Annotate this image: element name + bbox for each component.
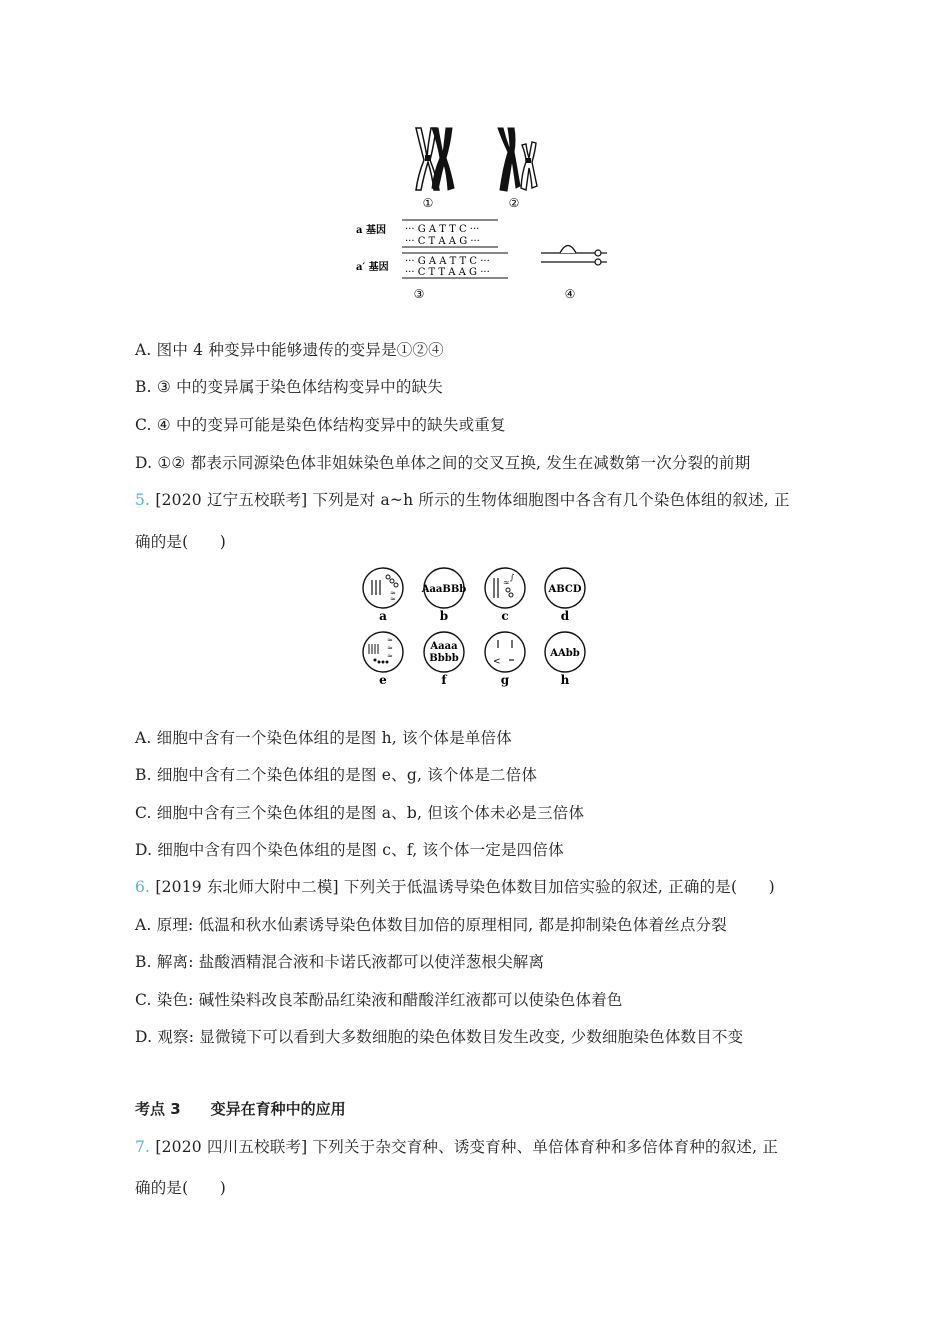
cell-b <box>421 568 467 608</box>
svg-text:≈: ≈ <box>390 589 396 597</box>
cell-h <box>545 632 585 672</box>
gene-a-prime-label: a′ 基因 <box>356 262 389 273</box>
q5-number: 5. <box>135 491 151 509</box>
cell-c <box>485 568 525 608</box>
cell-diagrams <box>0 560 950 690</box>
q6-text: [2019 东北师大附中二模] 下列关于低温诱导染色体数目加倍实验的叙述, 正确的是( ) <box>150 878 775 896</box>
cell-b-label: b <box>439 609 449 623</box>
q5-option-c: C. 细胞中含有三个染色体组的是图 a、b, 但该个体未必是三倍体 <box>135 804 585 822</box>
section-label: 考点 3 <box>135 1100 181 1118</box>
section-title: 变异在育种中的应用 <box>210 1100 346 1118</box>
svg-text:≈: ≈ <box>387 652 393 660</box>
q4-option-c: C. ④ 中的变异可能是染色体结构变异中的缺失或重复 <box>135 416 506 434</box>
q5-option-d: D. 细胞中含有四个染色体组的是图 c、f, 该个体一定是四倍体 <box>135 841 564 859</box>
cell-d-content: ABCD <box>548 584 582 595</box>
cell-f <box>424 632 464 672</box>
section-heading <box>135 1098 346 1119</box>
q7-text-line1: [2020 四川五校联考] 下列关于杂交育种、诱变育种、单倍体育种和多倍体育种的叙述, 正 <box>150 1138 779 1156</box>
q5-option-a: A. 细胞中含有一个染色体组的是图 h, 该个体是单倍体 <box>135 729 512 747</box>
q7-stem-line2: 确的是( ) <box>135 1179 226 1197</box>
cell-a <box>363 568 403 608</box>
q6-number: 6. <box>135 878 151 896</box>
svg-text:<: < <box>493 657 501 667</box>
figure-label-4: ④ <box>564 287 576 301</box>
q5-stem-line2: 确的是( ) <box>135 533 226 551</box>
cell-a-label: a <box>379 609 387 623</box>
figure-label-1: ① <box>422 196 434 210</box>
q6-option-d: D. 观察: 显微镜下可以看到大多数细胞的染色体数目发生改变, 少数细胞染色体数目不变 <box>135 1028 744 1046</box>
cell-h-label: h <box>560 673 570 687</box>
svg-text:≈: ≈ <box>387 636 393 644</box>
cell-b-content: AaaBBb <box>421 584 467 595</box>
q5-text-line1: [2020 辽宁五校联考] 下列是对 a~h 所示的生物体细胞图中各含有几个染色体组的叙述, 正 <box>150 491 790 509</box>
seq-a-prime-bottom: ··· C T T A A G ··· <box>405 267 490 278</box>
cell-c-label: c <box>501 609 509 623</box>
q5-option-b: B. 细胞中含有二个染色体组的是图 e、g, 该个体是二倍体 <box>135 766 538 784</box>
figure-label-2: ② <box>508 196 520 210</box>
cell-f-content-line1: Aaaa <box>430 641 458 652</box>
chromosome-pair-1 <box>416 128 454 190</box>
cell-f-content-line2: Bbbb <box>429 653 459 664</box>
q5-stem-line1 <box>135 488 790 510</box>
variation-figure <box>0 0 950 320</box>
cell-g <box>485 632 525 672</box>
svg-text:≈: ≈ <box>387 644 393 652</box>
q4-option-d: D. ①② 都表示同源染色体非姐妹染色单体之间的交叉互换, 发生在减数第一次分裂的前期 <box>135 454 751 472</box>
cell-e-label: e <box>379 673 387 687</box>
svg-text:≈: ≈ <box>503 578 510 587</box>
seq-a-top: ··· G A T T C ··· <box>405 224 480 235</box>
q4-option-a: A. 图中 4 种变异中能够遗传的变异是①②④ <box>135 341 444 359</box>
seq-a-bottom: ··· C T A A G ··· <box>405 236 480 247</box>
q7-number: 7. <box>135 1138 151 1156</box>
chromosome-loop-diagram <box>541 246 607 266</box>
cell-e <box>363 632 403 672</box>
svg-text:≈: ≈ <box>390 595 396 603</box>
cell-d <box>545 568 585 608</box>
q6-option-b: B. 解离: 盐酸酒精混合液和卡诺氏液都可以使洋葱根尖解离 <box>135 953 545 971</box>
gene-a-label: a 基因 <box>356 225 386 236</box>
q6-option-c: C. 染色: 碱性染料改良苯酚品红染液和醋酸洋红液都可以使染色体着色 <box>135 991 623 1009</box>
svg-text:∫: ∫ <box>510 573 515 582</box>
q4-option-b: B. ③ 中的变异属于染色体结构变异中的缺失 <box>135 378 443 396</box>
q7-stem-line1 <box>135 1135 778 1157</box>
cell-h-content: AAbb <box>550 648 580 659</box>
seq-a-prime-top: ··· G A A T T C ··· <box>405 256 490 267</box>
cell-g-label: g <box>500 673 510 687</box>
figure-label-3: ③ <box>413 287 425 301</box>
q6-option-a: A. 原理: 低温和秋水仙素诱导染色体数目加倍的原理相同, 都是抑制染色体着丝点分裂 <box>135 916 727 934</box>
cell-d-label: d <box>560 609 570 623</box>
chromosome-pair-2 <box>498 128 537 191</box>
cell-f-label: f <box>441 673 447 687</box>
q6-stem <box>135 875 775 897</box>
